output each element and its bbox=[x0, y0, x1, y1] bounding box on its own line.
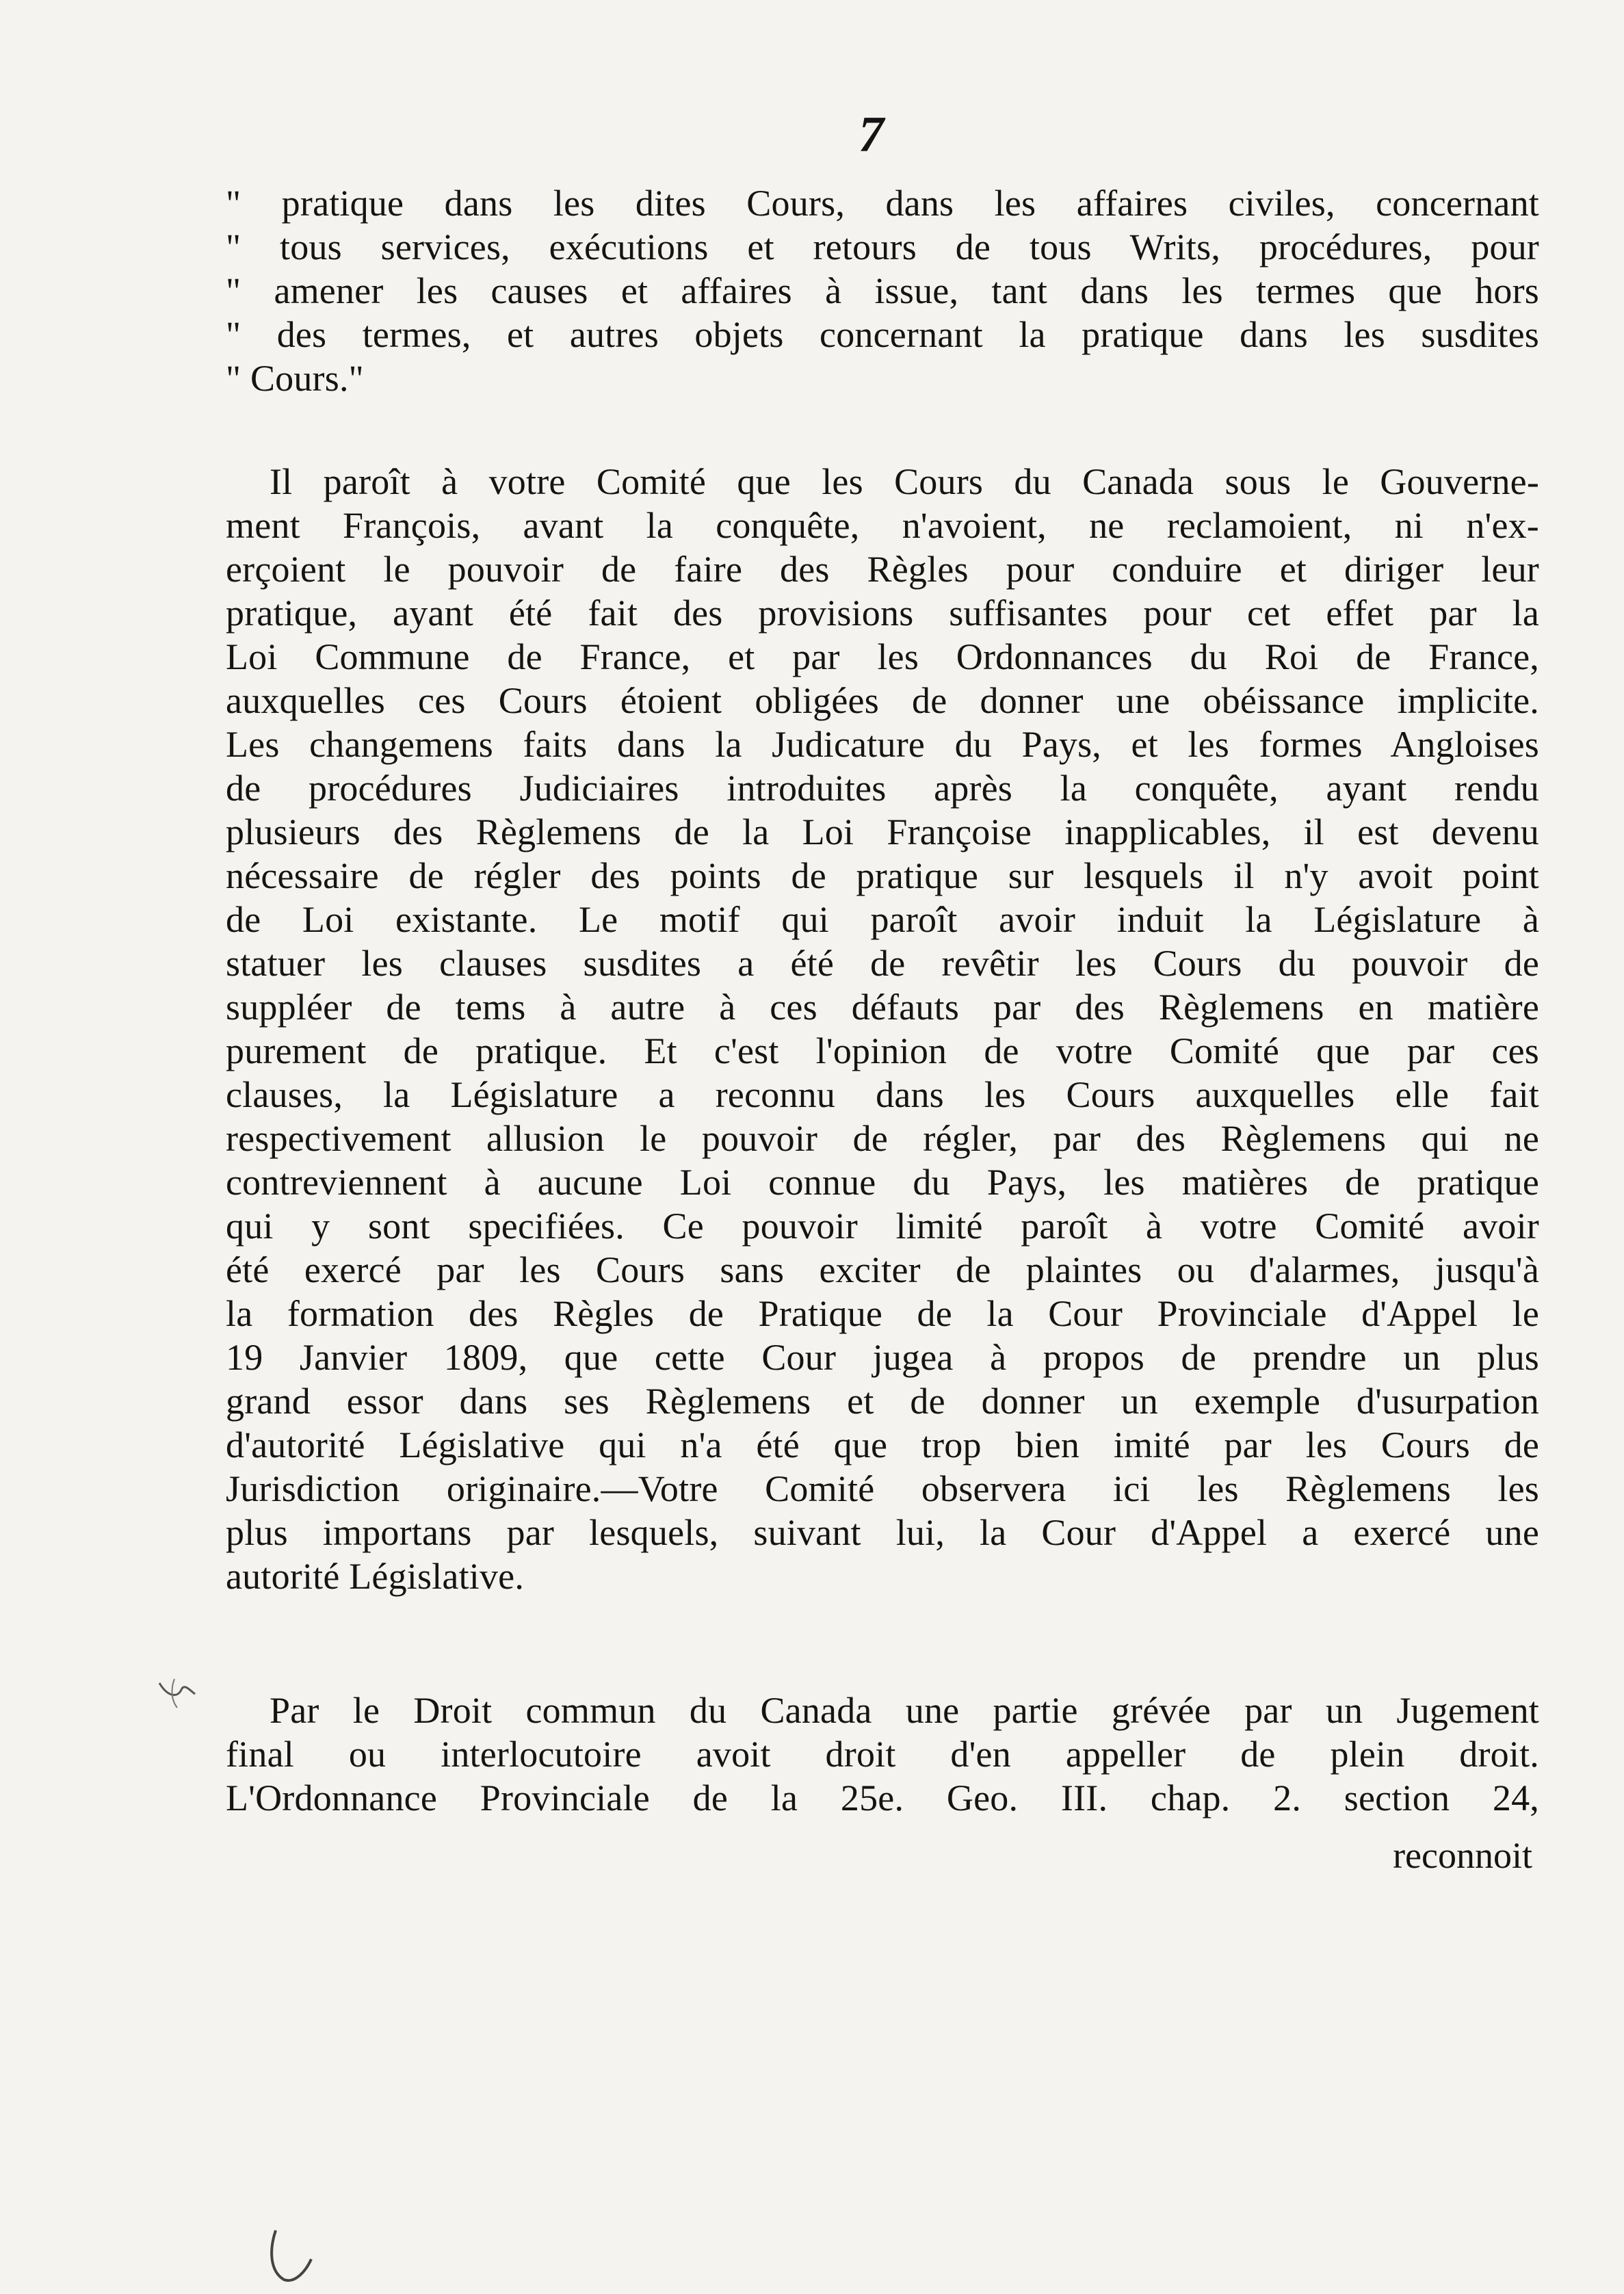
handwritten-mark-icon bbox=[154, 1669, 202, 1717]
paragraph-1-lines-line-19: été exercé par les Cours sans exciter de plaintes ou d'alarmes, jusqu'à bbox=[226, 1249, 1539, 1290]
paragraph-1-lines-line-14: purement de pratique. Et c'est l'opinion de votre Comité que par ces bbox=[226, 1030, 1539, 1071]
paragraph-1-lines-line-16: respectivement allusion le pouvoir de régler, par des Règlemens qui ne bbox=[226, 1118, 1539, 1159]
paragraph-1-lines-line-5: Loi Commune de France, et par les Ordonnances du Roi de France, bbox=[226, 636, 1539, 677]
paragraph-1-lines-line-17: contreviennent à aucune Loi connue du Pays, les matières de pratique bbox=[226, 1162, 1539, 1203]
paragraph-1-lines-line-22: grand essor dans ses Règlemens et de donner un exemple d'usurpation bbox=[226, 1381, 1539, 1422]
quote-lines-line-2: " tous services, exécutions et retours de tous Writs, procédures, pour bbox=[226, 226, 1539, 268]
paragraph-1-lines-line-15: clauses, la Législature a reconnu dans les Cours auxquelles elle fait bbox=[226, 1074, 1539, 1115]
paragraph-1-lines-line-6: auxquelles ces Cours étoient obligées de donner une obéissance implicite. bbox=[226, 680, 1539, 721]
paragraph-1-lines-line-26: autorité Législative. bbox=[226, 1556, 525, 1597]
paragraph-1 bbox=[226, 460, 1539, 1598]
paragraph-1-lines-line-24: Jurisdiction originaire.—Votre Comité observera ici les Règlemens les bbox=[226, 1468, 1539, 1509]
paragraph-1-lines-line-13: suppléer de tems à autre à ces défauts par des Règlemens en matière bbox=[226, 987, 1539, 1028]
paragraph-1-lines-line-9: plusieurs des Règlemens de la Loi Françoise inapplicables, il est devenu bbox=[226, 811, 1539, 852]
paragraph-1-lines-line-10: nécessaire de régler des points de pratique sur lesquels il n'y avoit point bbox=[226, 855, 1539, 896]
paragraph-1-lines-line-25: plus importans par lesquels, suivant lui, la Cour d'Appel a exercé une bbox=[226, 1512, 1539, 1553]
paragraph-1-lines-line-12: statuer les clauses susdites a été de revêtir les Cours du pouvoir de bbox=[226, 943, 1539, 984]
paragraph-1-lines-line-21: 19 Janvier 1809, que cette Cour jugea à propos de prendre un plus bbox=[226, 1337, 1539, 1378]
paragraph-1-lines-line-23: d'autorité Législative qui n'a été que trop bien imité par les Cours de bbox=[226, 1424, 1539, 1465]
handwritten-stroke-icon bbox=[263, 2224, 318, 2285]
paragraph-1-lines-line-11: de Loi existante. Le motif qui paroît avoir induit la Législature à bbox=[226, 899, 1539, 940]
paragraph-1-lines-line-8: de procédures Judiciaires introduites après la conquête, ayant rendu bbox=[226, 768, 1539, 809]
paragraph-2-lines-line-1: Par le Droit commun du Canada une partie grévée par un Jugement bbox=[270, 1690, 1539, 1731]
paragraph-1-lines-line-3: erçoient le pouvoir de faire des Règles pour conduire et diriger leur bbox=[226, 549, 1539, 590]
paragraph-1-lines-line-4: pratique, ayant été fait des provisions suffisantes pour cet effet par la bbox=[226, 592, 1539, 634]
quote-lines-line-4: " des termes, et autres objets concernant la pratique dans les susdites bbox=[226, 314, 1539, 355]
paragraph-2-lines-line-3: L'Ordonnance Provinciale de la 25e. Geo. III. chap. 2. section 24, bbox=[226, 1777, 1539, 1819]
quoted-passage bbox=[226, 181, 1539, 400]
quote-lines-line-3: " amener les causes et affaires à issue, tant dans les termes que hors bbox=[226, 270, 1539, 311]
paragraph-1-lines-line-7: Les changemens faits dans la Judicature du Pays, et les formes Angloises bbox=[226, 724, 1539, 765]
paragraph-2 bbox=[226, 1689, 1539, 1820]
quote-lines-line-1: " pratique dans les dites Cours, dans les affaires civiles, concernant bbox=[226, 183, 1539, 224]
page-number: 7 bbox=[859, 107, 884, 163]
quote-lines-line-5: " Cours." bbox=[226, 358, 364, 399]
paragraph-1-lines-line-2: ment François, avant la conquête, n'avoient, ne reclamoient, ni n'ex- bbox=[226, 505, 1539, 546]
paragraph-2-lines-line-2: final ou interlocutoire avoit droit d'en appeller de plein droit. bbox=[226, 1734, 1539, 1775]
catchword: reconnoit bbox=[1393, 1835, 1532, 1876]
paragraph-1-lines-line-1: Il paroît à votre Comité que les Cours du Canada sous le Gouverne- bbox=[270, 461, 1539, 502]
paragraph-1-lines-line-18: qui y sont specifiées. Ce pouvoir limité paroît à votre Comité avoir bbox=[226, 1205, 1539, 1247]
paragraph-1-lines-line-20: la formation des Règles de Pratique de la Cour Provinciale d'Appel le bbox=[226, 1293, 1539, 1334]
